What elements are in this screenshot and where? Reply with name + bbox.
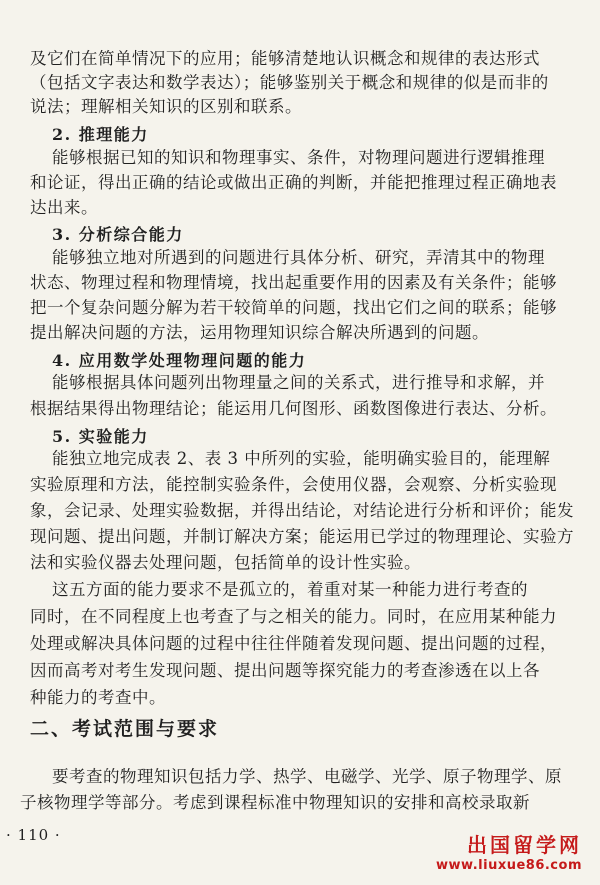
text-line: 现问题、提出问题，并制订解决方案；能运用已学过的物理理论、实验方 — [30, 527, 574, 546]
heading-analysis: 3. 分析综合能力 — [52, 225, 184, 244]
text-line: 这五方面的能力要求不是孤立的，着重对某一种能力进行考查的 — [52, 580, 528, 599]
heading-experiment: 5. 实验能力 — [52, 427, 149, 446]
watermark — [436, 829, 582, 873]
text-line: 实验原理和方法，能控制实验条件，会使用仪器，会观察、分析实验现 — [30, 475, 557, 494]
text-line: （包括文字表达和数学表达）；能够鉴别关于概念和规律的似是而非的 — [30, 73, 549, 92]
text-line: 把一个复杂问题分解为若干较简单的问题，找出它们之间的联系；能够 — [30, 298, 557, 317]
heading-math: 4. 应用数学处理物理问题的能力 — [52, 351, 307, 370]
text-line: 因而高考对考生发现问题、提出问题等探究能力的考查渗透在以上各 — [30, 661, 540, 680]
text-line: 能独立地完成表 2、表 3 中所列的实验，能明确实验目的，能理解 — [52, 449, 551, 468]
text-line: 子核物理学等部分。考虑到课程标准中物理知识的安排和高校录取新 — [20, 793, 530, 812]
text-line: 达出来。 — [30, 198, 98, 217]
text-line: 种能力的考查中。 — [30, 688, 166, 707]
text-line: 能够根据已知的知识和物理事实、条件，对物理问题进行逻辑推理 — [52, 148, 545, 167]
text-line: 状态、物理过程和物理情境，找出起重要作用的因素及有关条件；能够 — [30, 273, 557, 292]
text-line: 象，会记录、处理实验数据，并得出结论，对结论进行分析和评价；能发 — [30, 501, 574, 520]
text-line: 说法；理解相关知识的区别和联系。 — [30, 97, 302, 116]
text-line: 和论证，得出正确的结论或做出正确的判断，并能把推理过程正确地表 — [30, 173, 557, 192]
text-line: 同时，在不同程度上也考查了与之相关的能力。同时，在应用某种能力 — [30, 607, 557, 626]
text-line: 根据结果得出物理结论；能运用几何图形、函数图像进行表达、分析。 — [30, 399, 557, 418]
text-line: 法和实验仪器去处理问题，包括简单的设计性实验。 — [30, 553, 421, 572]
text-line: 提出解决问题的方法，运用物理知识综合解决所遇到的问题。 — [30, 323, 489, 342]
watermark-url: www.liuxue86.com — [436, 858, 582, 873]
watermark-name: 出国留学网 — [467, 833, 582, 857]
text-line: 及它们在简单情况下的应用；能够清楚地认识概念和规律的表达形式 — [30, 49, 540, 68]
section-title: 二、考试范围与要求 — [30, 718, 220, 740]
heading-reasoning: 2. 推理能力 — [52, 125, 149, 144]
text-line: 要考查的物理知识包括力学、热学、电磁学、光学、原子物理学、原 — [52, 767, 562, 786]
text-line: 处理或解决具体问题的过程中往往伴随着发现问题、提出问题的过程， — [30, 634, 557, 653]
text-line: 能够独立地对所遇到的问题进行具体分析、研究，弄清其中的物理 — [52, 248, 545, 267]
page-number: · 110 · — [6, 826, 61, 844]
text-line: 能够根据具体问题列出物理量之间的关系式，进行推导和求解，并 — [52, 373, 545, 392]
